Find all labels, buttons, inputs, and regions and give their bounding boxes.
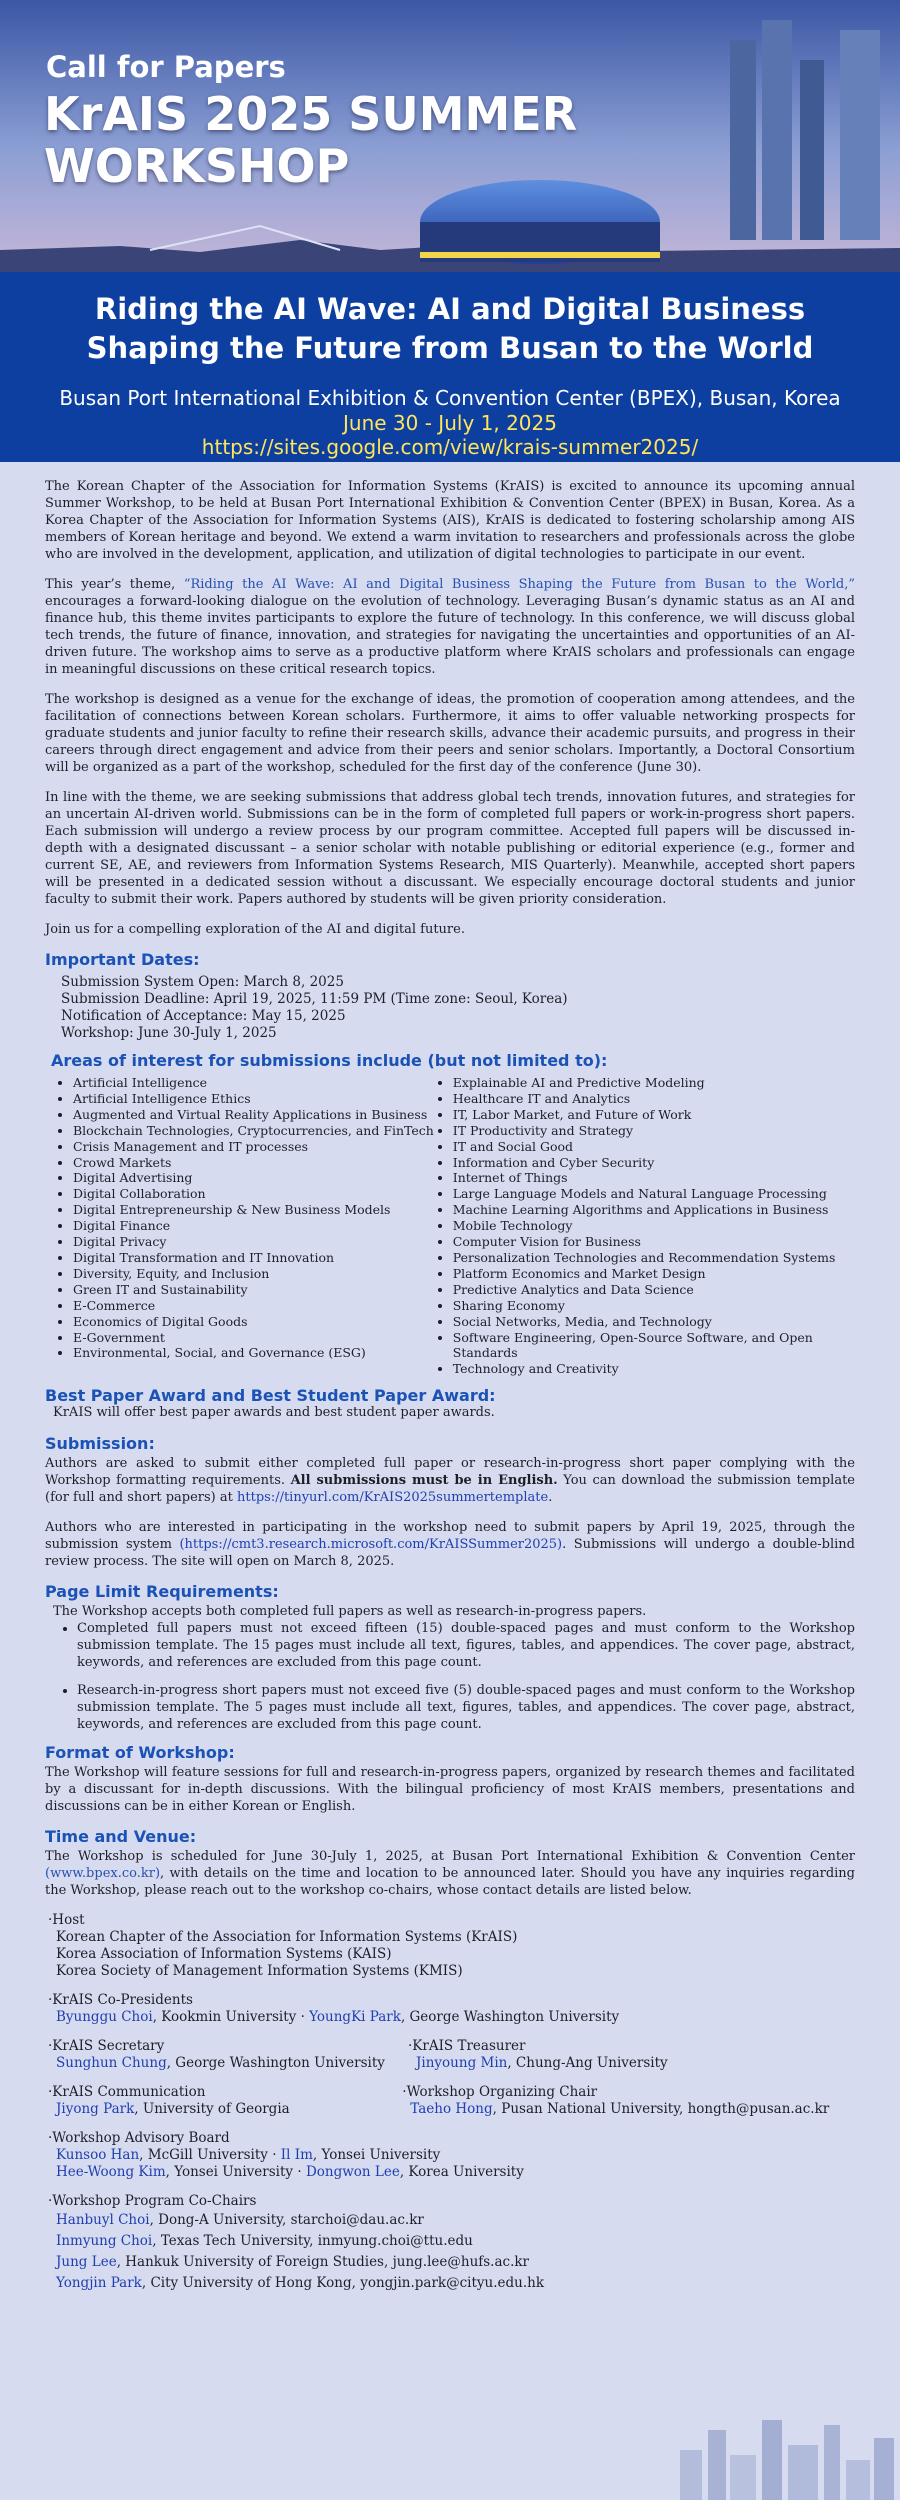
dates-line: June 30 - July 1, 2025 [343,411,557,435]
format-heading: Format of Workshop: [45,1743,235,1763]
area-item: • Crowd Markets [73,1155,439,1171]
affiliation: , Kookmin University · [152,2009,310,2026]
affiliation: , Pusan National University, hongth@pusan.ac.kr [492,2101,830,2118]
organizers [48,1912,855,2294]
area-item: • Internet of Things [453,1170,855,1186]
area-item: • Technology and Creativity [453,1361,855,1377]
award-text: KrAIS will offer best paper awards and best student paper awards. [53,1405,495,1421]
area-item: • Digital Advertising [73,1170,439,1186]
theme-heading: Riding the AI Wave: AI and Digital Business Shaping the Future from Busan to the World [86,292,814,365]
area-item: • Healthcare IT and Analytics [453,1091,855,1107]
area-item: • Digital Transformation and IT Innovation [73,1250,439,1266]
person-name: Jinyoung Min [416,2055,508,2072]
area-item: • Personalization Technologies and Recommendation Systems [453,1250,855,1266]
theme-quote: “Riding the AI Wave: AI and Digital Business Shaping the Future from Busan to the World,” [183,577,855,592]
affiliation: , McGill University · [139,2147,281,2164]
page-limit-intro: The Workshop accepts both completed full papers as well as research-in-progress papers. [53,1604,647,1620]
area-item: • Mobile Technology [453,1218,855,1234]
area-item: • Green IT and Sustainability [73,1282,439,1298]
secretary-treasurer-row [48,2038,855,2072]
treasurer-title: ·KrAIS Treasurer [408,2038,526,2055]
page-limit-item: • Research-in-progress short papers must not exceed five (5) double-spaced pages and must conform to the Workshop submission template. The 5 pages must include all text, figures, tables, and appendices. The cover page, abstract, keywords, and references are excluded from this page count. [77,1682,855,1733]
area-item: • Digital Collaboration [73,1186,439,1202]
intro-paragraph-2 [45,576,855,678]
english-requirement: All submissions must be in English. [290,1473,558,1489]
intro-paragraph-5: Join us for a compelling exploration of the AI and digital future. [45,922,465,937]
area-item: • Predictive Analytics and Data Science [453,1282,855,1298]
org-chair-title: ·Workshop Organizing Chair [402,2084,598,2101]
area-item: • Social Networks, Media, and Technology [453,1314,855,1330]
area-item: • Environmental, Social, and Governance (ESG) [73,1345,439,1361]
bpex-link[interactable]: (www.bpex.co.kr) [45,1866,161,1882]
person-name: Byunggu Choi [56,2009,153,2026]
person-name: Jiyong Park [56,2101,135,2118]
area-item: • Digital Privacy [73,1234,439,1250]
submission-text: . Submissions will undergo a double-blind review process. The site will open on March 8, 2025. [45,1537,855,1570]
person-name: Sunghun Chung [56,2055,167,2072]
award-heading: Best Paper Award and Best Student Paper Award: [45,1386,496,1406]
person-name: YoungKi Park [309,2009,401,2026]
person-name: Taeho Hong [410,2101,493,2118]
area-item: • Sharing Economy [453,1298,855,1314]
area-item: • Digital Finance [73,1218,439,1234]
submission-text: Authors who are interested in participating in the workshop need to submit papers by April 19, 2025, through the submission system [45,1520,855,1553]
area-item: • Artificial Intelligence [73,1075,439,1091]
host-line: Korea Association of Information Systems (KAIS) [56,1946,392,1963]
intro-paragraph-3: The workshop is designed as a venue for the exchange of ideas, the promotion of cooperation among attendees, and the facilitation of connections between Korean scholars. Furthermore, it aims to offer valuable networking prospects for graduate students and junior faculty to refine their research skills, advance their academic pursuits, and progress in their careers through direct engagement and advice from their peers and senior scholars. Importantly, a Doctoral Consortium will be organized as a part of the workshop, scheduled for the first day of the conference (June 30). [45,692,855,775]
affiliation: , Yonsei University [312,2147,441,2164]
person-name: Il Im [280,2147,313,2164]
workshop-title: KrAIS 2025 SUMMER WORKSHOP [44,87,578,193]
date-item: Submission System Open: March 8, 2025 [61,974,344,990]
intro-text: encourages a forward-looking dialogue on the evolution of technology. Leveraging Busan’s dynamic status as an AI and finance hub, this theme invites participants to explore the future of technology. In this conference, we will discuss global tech trends, the future of finance, innovation, and strategies for navigating the uncertainties and opportunities of an AI-driven future. The workshop aims to serve as a productive platform where KrAIS scholars and professionals can engage in meaningful discussions on these critical research topics. [45,594,855,677]
advisory-group [48,2130,855,2181]
advisory-title: ·Workshop Advisory Board [48,2130,230,2147]
area-item: • Software Engineering, Open-Source Software, and Open Standards [453,1330,855,1362]
submission-text: You can download the submission template (for full and short papers) at [45,1473,855,1506]
area-item: • Economics of Digital Goods [73,1314,439,1330]
area-item: • Platform Economics and Market Design [453,1266,855,1282]
areas-column-2 [439,1075,855,1377]
venue-line: Busan Port International Exhibition & Convention Center (BPEX), Busan, Korea [59,386,841,410]
area-item: • Artificial Intelligence Ethics [73,1091,439,1107]
affiliation: , George Washington University [166,2055,385,2072]
affiliation: , Korea University [399,2164,524,2181]
area-item: • Crisis Management and IT processes [73,1139,439,1155]
person-name: Dongwon Lee [305,2164,400,2181]
secretary-title: ·KrAIS Secretary [48,2038,165,2055]
main-content [0,462,900,2294]
intro-paragraph-1: The Korean Chapter of the Association for Information Systems (KrAIS) is excited to announce its upcoming annual Summer Workshop, to be held at Busan Port International Exhibition & Convention Center (BPEX) in Busan, Korea. As a Korea Chapter of the Association for Information Systems (AIS), KrAIS is dedicated to fostering scholarship among AIS members of Korean heritage and beyond. We extend a warm invitation to researchers and professionals across the globe who are involved in the development, application, and utilization of digital technologies to participate in our event. [45,479,855,562]
host-title: ·Host [48,1912,85,1929]
cochairs-group [48,2193,855,2294]
presidents-title: ·KrAIS Co-Presidents [48,1992,193,2009]
submission-heading: Submission: [45,1434,155,1454]
area-item: • IT and Social Good [453,1139,855,1155]
areas-of-interest [45,1075,855,1377]
intro-paragraph-4: In line with the theme, we are seeking submissions that address global tech trends, innovation futures, and strategies for an uncertain AI-driven world. Submissions can be in the form of completed full papers or work-in-progress short papers. Each submission will undergo a review process by our program committee. Accepted full papers will be discussed in-depth with a designated discussant – a senior scholar with notable publishing or editorial experience (e.g., former and current SE, AE, and reviewers from Information Systems Research, MIS Quarterly). Meanwhile, accepted short papers will be presented in a dedicated session without a discussant. We especially encourage doctoral students and junior faculty to submit their work. Papers authored by students will be given priority consideration. [45,790,855,907]
affiliation: , George Washington University [400,2009,620,2026]
presidents-group [48,1992,855,2026]
area-item: • Digital Entrepreneurship & New Business Models [73,1202,439,1218]
template-link[interactable]: https://tinyurl.com/KrAIS2025summertemplate [237,1490,549,1506]
affiliation: , Dong-A University, starchoi@dau.ac.kr [149,2212,424,2229]
date-item: Submission Deadline: April 19, 2025, 11:59 PM (Time zone: Seoul, Korea) [61,991,568,1007]
page-limit-heading: Page Limit Requirements: [45,1582,279,1602]
person-name: Yongjin Park [56,2275,142,2292]
area-item: • Machine Learning Algorithms and Applications in Business [453,1202,855,1218]
person-name: Hee-Woong Kim [56,2164,166,2181]
host-group [48,1912,855,1980]
website-link[interactable]: https://sites.google.com/view/krais-summer2025/ [201,435,699,459]
affiliation: , City University of Hong Kong, yongjin.park@cityu.edu.hk [141,2275,545,2292]
page-limit-item: • Completed full papers must not exceed fifteen (15) double-spaced pages and must conform to the Workshop submission template. The 15 pages must include all text, figures, tables, and appendices. The cover page, abstract, keywords, and references are excluded from this page count. [77,1620,855,1671]
time-venue-heading: Time and Venue: [45,1827,197,1847]
person-name: Hanbuyl Choi [56,2212,150,2229]
area-item: • IT Productivity and Strategy [453,1123,855,1139]
important-dates-heading: Important Dates: [45,950,200,969]
submission-paragraph-2 [45,1519,855,1570]
host-line: Korea Society of Management Information Systems (KMIS) [56,1963,463,1980]
area-item: • Information and Cyber Security [453,1155,855,1171]
call-for-papers-label: Call for Papers [46,50,286,84]
date-item: Workshop: June 30-July 1, 2025 [61,1025,277,1041]
area-item: • Augmented and Virtual Reality Applications in Business [73,1107,439,1123]
city-skyline-decoration [670,2410,900,2500]
theme-band [0,272,900,462]
affiliation: , Yonsei University · [165,2164,306,2181]
area-item: • Computer Vision for Business [453,1234,855,1250]
person-name: Kunsoo Han [56,2147,140,2164]
area-item: • E-Government [73,1330,439,1346]
date-item: Notification of Acceptance: May 15, 2025 [61,1008,346,1024]
important-dates-list [61,974,855,1042]
format-text: The Workshop will feature sessions for full and research-in-progress papers, organized by research themes and facilitated by a discussant for in-depth discussions. With the bilingual proficiency of most KrAIS members, presentations and discussions can be in either Korean or English. [45,1765,855,1815]
area-item: • Large Language Models and Natural Language Processing [453,1186,855,1202]
areas-column-1 [45,1075,439,1377]
areas-heading: Areas of interest for submissions include (but not limited to): [51,1051,608,1070]
communication-chair-row [48,2084,855,2118]
affiliation: , Hankuk University of Foreign Studies, jung.lee@hufs.ac.kr [116,2254,530,2271]
affiliation: , Chung-Ang University [507,2055,668,2072]
affiliation: , Texas Tech University, inmyung.choi@ttu.edu [152,2233,473,2250]
intro-text: This year’s theme, [45,577,184,592]
hero-banner [0,0,900,272]
time-venue-body: , with details on the time and location to be announced later. Should you have any inquiries regarding the Workshop, please reach out to the workshop co-chairs, whose contact details are listed below. [45,1866,855,1899]
area-item: • E-Commerce [73,1298,439,1314]
affiliation: , University of Georgia [134,2101,290,2118]
area-item: • Diversity, Equity, and Inclusion [73,1266,439,1282]
time-venue-body: The Workshop is scheduled for June 30-July 1, 2025, at Busan Port International Exhibition & Convention Center [45,1849,855,1865]
person-name: Inmyung Choi [56,2233,153,2250]
submission-text: Authors are asked to submit either completed full paper or research-in-progress short paper complying with the Workshop formatting requirements. [45,1456,855,1489]
cochairs-title: ·Workshop Program Co-Chairs [48,2193,257,2210]
submission-paragraph-1 [45,1455,855,1506]
person-name: Jung Lee [56,2254,117,2271]
host-line: Korean Chapter of the Association for Information Systems (KrAIS) [56,1929,518,1946]
communication-title: ·KrAIS Communication [48,2084,206,2101]
area-item: • Explainable AI and Predictive Modeling [453,1075,855,1091]
submission-text: . [548,1490,553,1506]
area-item: • IT, Labor Market, and Future of Work [453,1107,855,1123]
page-limit-list [45,1620,855,1733]
time-venue-text [45,1848,855,1899]
area-item: • Blockchain Technologies, Cryptocurrencies, and FinTech [73,1123,439,1139]
cmt-link[interactable]: (https://cmt3.research.microsoft.com/KrAISSummer2025) [179,1537,563,1553]
